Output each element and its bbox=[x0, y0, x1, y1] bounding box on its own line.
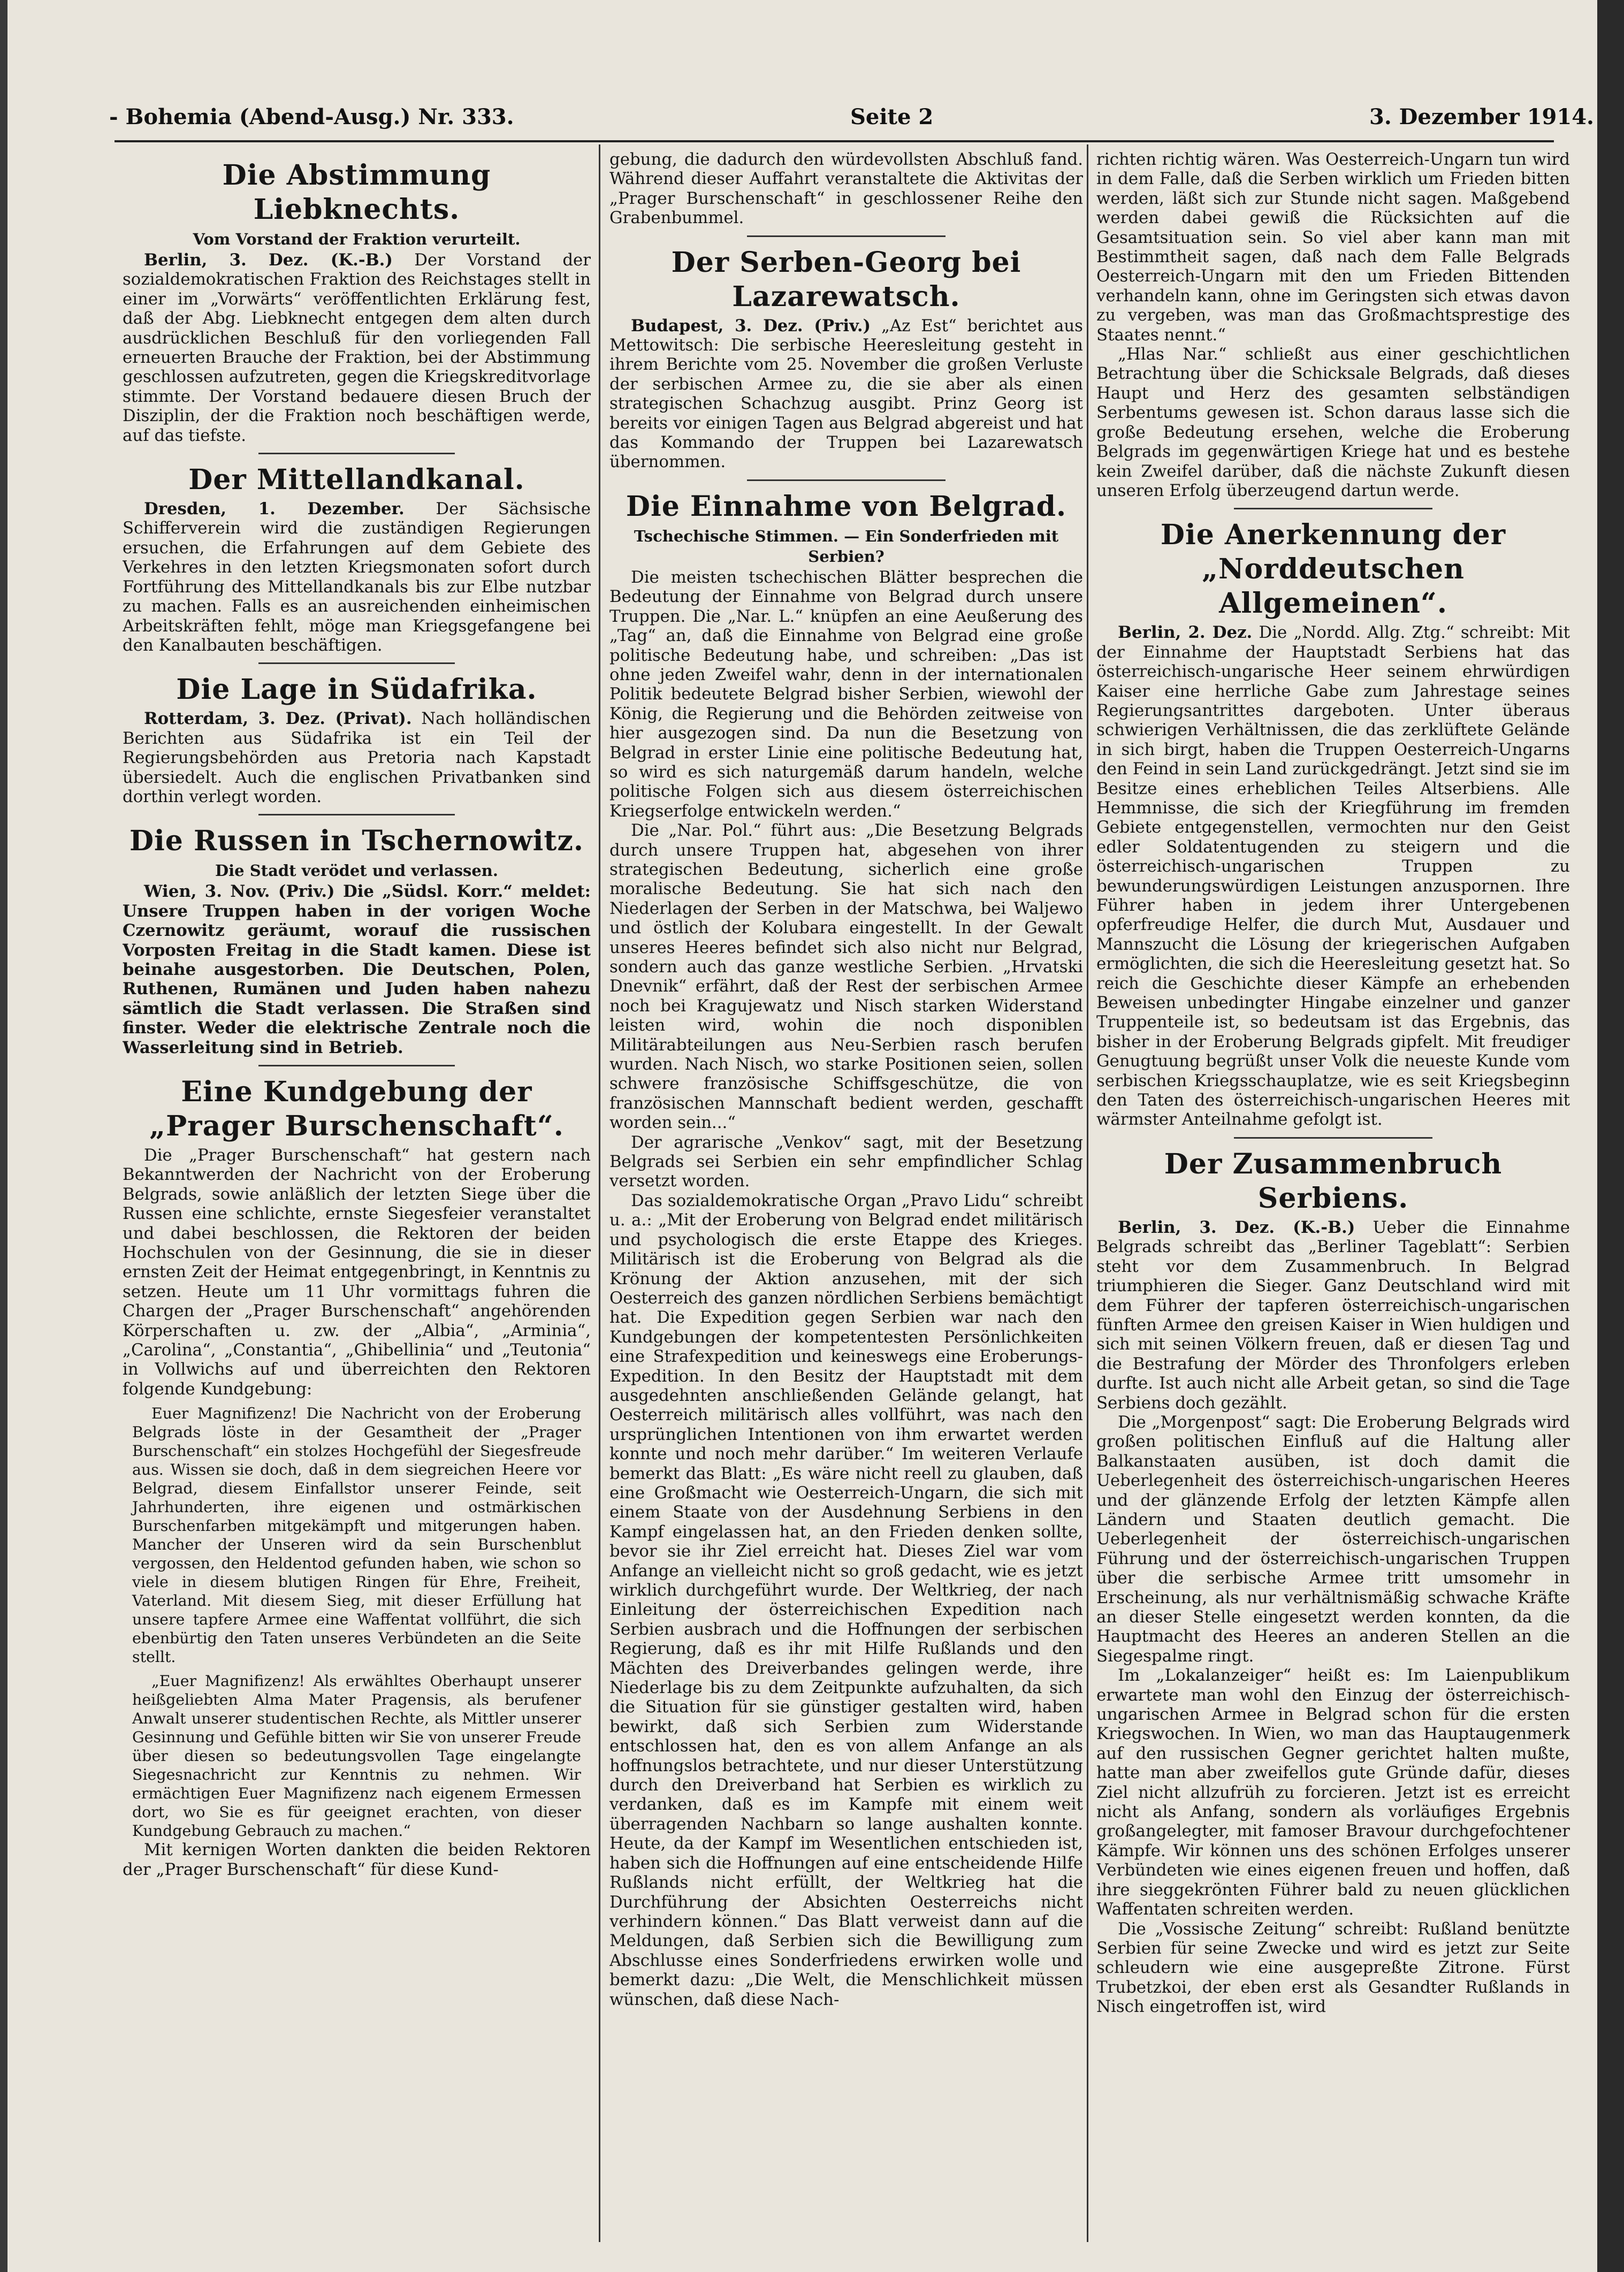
article-title: Die Einnahme von Belgrad. bbox=[626, 490, 1067, 523]
masthead-issue: - Bohemia (Abend-Ausg.) Nr. 333. bbox=[109, 104, 514, 129]
article-paragraph: Das sozialdemokratische Organ „Pravo Lidu“ schreibt u. a.: „Mit der Eroberung von Belgrad endet militärisch und psychologisch die erste Etappe des Krieges. Militärisch ist die Eroberung von Belgrad als die Krönung der Aktion anzusehen, mit der sich Oesterreich des ganzen nördlichen Serbiens bemächtigt hat. Die Expedition gegen Serbien war nach den Kundgebungen der kompetentesten Persönlichkeiten eine Strafexpedition und keineswegs eine Eroberungs-Expedition. In den Besitz der Hauptstadt mit dem ausgedehnten anschließenden Gelände gelangt, hat Oesterreich militärisch alles vollführt, was nach den ursprünglichen Intentionen von ihm erwartet werden konnte und noch mehr darüber.“ Im weiteren Verlaufe bemerkt das Blatt: „Es wäre nicht reell zu glauben, daß eine Großmacht wie Oesterreich-Ungarn, die sich mit einem Staate von der Ausdehnung Serbiens in den Kampf eingelassen hat, an den Frieden denken sollte, bevor sie ihr Ziel erreicht hat. Dieses Ziel war vom Anfange an vielleicht nicht so groß gedacht, wie es jetzt wirklich durchgeführt wurde. Der Weltkrieg, der nach Einleitung der österreichischen Expedition nach Serbien ausbrach und die Hoffnungen der serbischen Regierung, daß es ihr mit Hilfe Rußlands und den Mächten des Dreiverbandes gelingen werde, ihre Niederlage bis zu dem Zeitpunkte aufzuhalten, da sich die Situation für sie günstiger gestalten wird, haben bewirkt, daß sich Serbien zum Widerstande entschlossen hat, den es von allem Anfange an als hoffnungslos betrachtete, und nur dieser Unterstützung durch den Dreiverband hat Serbien es wirklich zu verdanken, daß es im Kampfe mit einem weit überragenden Nachbarn so lange aushalten konnte. Heute, da der Kampf im Wesentlichen entschieden ist, haben sich die Hoffnungen auf eine entscheidende Hilfe Rußlands nicht erfüllt, der Weltkrieg hat die Durchführung der Absichten Oesterreichs nicht verhindern können.“ Das Blatt verweist dann auf die Meldungen, daß Serbien sich die Bewilligung zum Abschlusse eines Sonderfriedens erwirken wolle und bemerkt dazu: „Die Welt, die Menschlichkeit müssen wünschen, daß diese Nach- bbox=[609, 1191, 1083, 2009]
article-paragraph: Die meisten tschechischen Blätter besprechen die Bedeutung der Einnahme von Belgrad durch unsere Truppen. Die „Nar. L.“ knüpfen an eine Aeußerung des „Tag“ an, daß die Einnahme von Belgrad eine große politische Bedeutung habe, und schreiben: „Das ist ohne jeden Zweifel wahr, denn in der internationalen Politik bedeutete Belgrad bisher Serbien, wiewohl der König, die Regierung und die Behörden zeitweise von hier ausgezogen sind. Da nun die Besetzung von Belgrad in erster Linie eine politische Bedeutung hat, so wird es sich naturgemäß darum handeln, welche politische Folgen sich aus diesem österreichischen Kriegserfolge entwickeln werden.“ bbox=[609, 567, 1083, 821]
article-text: Die „Südsl. Korr.“ meldet: Unsere Truppen haben in der vorigen Woche Czernowitz geräumt, worauf die russischen Vorposten Freitag in die Stadt kamen. Diese ist beinahe ausgestorben. Die Deutschen, Polen, Ruthenen, Rumänen und Juden haben nahezu sämtlich die Stadt verlassen. Die Straßen sind finster. Weder die elektrische Zentrale noch die Wasserleitung sind in Betrieb. bbox=[123, 882, 591, 1057]
article-separator bbox=[747, 479, 946, 481]
scan-edge bbox=[1597, 0, 1624, 2272]
continued-text: richten richtig wären. Was Oesterreich-Ungarn tun wird in dem Falle, daß die Serben wirklich um Frieden bitten werden, läßt sich zur Stunde nicht sagen. Maßgebend werden dabei gewiß die Rücksichten auf die Gesamtsituation sein. So viel aber kann man mit Bestimmtheit sagen, daß nach dem Falle Belgrads Oesterreich-Ungarn mit den um Frieden Bittenden verhandeln kann, ohne im Geringsten sich etwas davon zu vergeben, was man das Großmachtsprestige des Staates nennt.“ bbox=[1096, 150, 1570, 345]
article-paragraph: Im „Lokalanzeiger“ heißt es: Im Laienpublikum erwartete man wohl den Einzug der österreichisch-ungarischen Armee in Belgrad schon für die ersten Kriegswochen. In Wien, wo man das Hauptaugenmerk auf den russischen Gegner gerichtet halten mußte, hatte man aber zweifellos gute Gründe dafür, dieses Ziel nicht allzufrüh zu forcieren. Jetzt ist es erreicht nicht als Anfang, sondern als vorläufiges Ergebnis großangelegter, mit famoser Bravour durchgefochtener Kämpfe. Wir können uns des schönen Erfolges unserer Verbündeten wie eines eigenen freuen und hoffen, daß ihre sieggekrönten Führer bald zu neuen glücklichen Waffentaten schreiten werden. bbox=[1096, 1666, 1570, 1919]
article-burschenschaft bbox=[123, 1075, 591, 1879]
continued-text: gebung, die dadurch den würdevollsten Abschluß fand. Während dieser Auffahrt veranstaltete die Aktivitas der „Prager Burschenschaft“ in geschlossener Reihe den Grabenbummel. bbox=[609, 150, 1083, 228]
article-czernowitz bbox=[123, 824, 591, 1057]
article-text: Nach holländischen Berichten aus Südafrika ist ein Teil der Regierungsbehörden aus Pretoria nach Kapstadt übersiedelt. Auch die englischen Privatbanken sind dorthin verlegt worden. bbox=[123, 709, 591, 806]
article-title: Der Zusammenbruch Serbiens. bbox=[1164, 1147, 1503, 1215]
article-anerkennung bbox=[1096, 518, 1570, 1130]
newspaper-page bbox=[7, 0, 1607, 2272]
dateline: Rotterdam, 3. Dez. (Privat). bbox=[144, 709, 412, 729]
article-separator bbox=[258, 1065, 455, 1066]
article-title: Eine Kundgebung der „Prager Burschenschaft“. bbox=[149, 1076, 564, 1142]
article-einnahme-belgrad bbox=[609, 490, 1083, 2009]
dateline: Budapest, 3. Dez. (Priv.) bbox=[631, 316, 871, 336]
column-1 bbox=[123, 150, 591, 2237]
issue-date: 3. Dezember 1914. bbox=[1369, 104, 1594, 129]
column-2 bbox=[609, 150, 1083, 2237]
page-number: Seite 2 bbox=[850, 104, 934, 129]
article-suedafrika bbox=[123, 673, 591, 806]
article-separator bbox=[1234, 508, 1433, 509]
dateline: Berlin, 3. Dez. (K.-B.) bbox=[144, 250, 393, 270]
column-3 bbox=[1096, 150, 1570, 2237]
article-title: Die Russen in Tschernowitz. bbox=[129, 825, 584, 858]
article-title: Die Anerkennung der „Norddeutschen Allgemeinen“. bbox=[1160, 519, 1506, 620]
article-separator bbox=[258, 453, 455, 454]
article-mittellandkanal bbox=[123, 463, 591, 655]
dateline: Wien, 3. Nov. (Priv.) bbox=[144, 882, 335, 902]
column-divider bbox=[599, 144, 600, 2242]
column-divider bbox=[1087, 144, 1088, 2242]
article-subtitle: Vom Vorstand der Fraktion verurteilt. bbox=[193, 230, 521, 248]
article-paragraph: Der agrarische „Venkov“ sagt, mit der Besetzung Belgrads sei Serbien ein sehr empfindlicher Schlag versetzt worden. bbox=[609, 1132, 1083, 1191]
article-text: Der Sächsische Schifferverein wird die zuständigen Regierungen ersuchen, die Erfahrungen auf dem Gebiete des Verkehres in den letzten Kriegsmonaten sofort durch Fortführung des Mittellandkanals bis zur Elbe nutzbar zu machen. Falls es an ausreichenden einheimischen Arbeitskräften fehlt, möge man Kriegsgefangene bei den Kanalbauten beschäftigen. bbox=[123, 499, 591, 655]
article-subtitle: Tschechische Stimmen. — Ein Sonderfrieden mit Serbien? bbox=[634, 527, 1059, 566]
quoted-proclamation: „Euer Magnifizenz! Als erwähltes Oberhaupt unserer heißgeliebten Alma Mater Pragensis, als berufener Anwalt unserer studentischen Rechte, als Mittler unserer Gesinnung und Gefühle bitten wir Sie von unserer Freude über diesen so bedeutungsvollen Tage eingelangte Siegesnachricht zur Kenntnis zu nehmen. Wir ermächtigen Euer Magnifizenz nach eigenem Ermessen dort, wo Sie es für geeignet erachten, von dieser Kundgebung Gebrauch zu machen.“ bbox=[132, 1672, 581, 1840]
article-body bbox=[609, 316, 1083, 472]
article-zusammenbruch bbox=[1096, 1147, 1570, 2017]
article-subtitle: Die Stadt verödet und verlassen. bbox=[215, 861, 498, 880]
article-separator bbox=[1234, 1137, 1433, 1139]
article-text: Die „Nordd. Allg. Ztg.“ schreibt: Mit der Einnahme der Hauptstadt Serbiens hat das österreichisch-ungarische Heer seinem ehrwürdigen Kaiser eine herrliche Gabe zum Jahrestage seines Regierungsantrittes dargeboten. Unter überaus schwierigen Verhältnissen, die das zerklüftete Gelände in sich birgt, haben die Truppen Oesterreich-Ungarns den Feind in sein Land zurückgedrängt. Jetzt sind sie im Besitze eines erheblichen Teiles Altserbiens. Alle Hemmnisse, die sich der Kriegführung im fremden Gebiete entgegenstellen, vermochten nur den Geist edler Soldatentugenden zu steigern und die österreichisch-ungarischen Truppen zu bewunderungswürdigen Leistungen anzuspornen. Ihre Führer haben in jedem ihrer Untergebenen opferfreudige Helfer, die durch Mut, Ausdauer und Mannszucht die Lösung der kriegerischen Aufgaben ermöglichten, die sich die Heeresleitung gesetzt hat. So reich die Geschichte dieser Kämpfe an erhebenden Beweisen unbedingter Hingabe einzelner und ganzer Truppenteile ist, so bedeutsam ist das Ergebnis, das bisher in der Eroberung Belgrads gipfelt. Mit freudiger Genugtuung begrüßt unser Volk die neueste Kunde vom serbischen Kriegsschauplatze, wie es seit Kriegsbeginn den Taten des österreichisch-ungarischen Heeres mit wärmster Anteilnahme gefolgt ist. bbox=[1096, 623, 1570, 1130]
article-body bbox=[123, 499, 591, 655]
article-body bbox=[1096, 623, 1570, 1130]
header-rule bbox=[115, 140, 1554, 142]
article-title: Die Abstimmung Liebknechts. bbox=[222, 159, 491, 226]
article-body bbox=[123, 882, 591, 1057]
article-separator bbox=[258, 662, 455, 664]
article-paragraph: Die „Vossische Zeitung“ schreibt: Rußland benützte Serbien für seine Zwecke und wird es jetzt zur Seite schleudern wie eine ausgepreßte Zitrone. Fürst Trubetzkoi, der eben erst als Gesandter Rußlands in Nisch eingetroffen ist, wird bbox=[1096, 1919, 1570, 2017]
article-text: Ueber die Einnahme Belgrads schreibt das „Berliner Tageblatt“: Serbien steht vor dem Zusammenbruch. In Belgrad triumphieren die Sieger. Ganz Deutschland wird mit dem Führer der tapferen österreichisch-ungarischen fünften Armee den greisen Kaiser in Wien huldigen und sich mit seinen Völkern freuen, daß er diesen Tag und die Bestrafung der Mörder des Thronfolgers erleben durfte. Ist auch nicht alle Arbeit getan, so sind die Tage Serbiens doch gezählt. bbox=[1096, 1217, 1570, 1413]
article-paragraph: „Hlas Nar.“ schließt aus einer geschichtlichen Betrachtung über die Schicksale Belgrads, daß dieses Haupt und Herz des gesamten selbständigen Serbentums gewesen ist. Schon daraus lasse sich die große Bedeutung ersehen, welche die Eroberung Belgrads im gegenwärtigen Kriege hat und es bestehe kein Zweifel darüber, daß die nächste Zukunft diesen unseren Erfolg überzeugend dartun werde. bbox=[1096, 345, 1570, 500]
article-paragraph: Mit kernigen Worten dankten die beiden Rektoren der „Prager Burschenschaft“ für diese Kund- bbox=[123, 1840, 591, 1879]
dateline: Dresden, 1. Dezember. bbox=[144, 499, 405, 519]
article-body bbox=[123, 250, 591, 445]
dateline: Berlin, 2. Dez. bbox=[1118, 623, 1253, 643]
article-separator bbox=[747, 235, 946, 237]
article-body bbox=[123, 709, 591, 806]
article-body bbox=[1096, 1218, 1570, 1413]
article-serben-georg bbox=[609, 246, 1083, 472]
article-paragraph: Die „Nar. Pol.“ führt aus: „Die Besetzung Belgrads durch unsere Truppen hat, abgesehen von ihrer strategischen Bedeutung, sicherlich eine große moralische Bedeutung. Sie hat sich nach den Niederlagen der Serben in der Matschwa, bei Waljewo und östlich der Kolubara eingestellt. In der Gewalt unseres Heeres befindet sich also nicht nur Belgrad, sondern auch das ganze westliche Serbien. „Hrvatski Dnevnik“ erfährt, daß der Rest der serbischen Armee noch bei Kragujewatz und Nisch starken Widerstand leisten wird, wohin die noch disponiblen Militärabteilungen aus Neu-Serbien rasch berufen wurden. Nach Nisch, wo starke Positionen seien, sollen schwere französische Schiffsgeschütze, die von französischen Mannschaft bedient werden, geschafft worden sein...“ bbox=[609, 821, 1083, 1133]
dateline: Berlin, 3. Dez. (K.-B.) bbox=[1118, 1217, 1355, 1237]
article-text: Der Vorstand der sozialdemokratischen Fraktion des Reichstages stellt in einer im „Vorwärts“ veröffentlichten Erklärung fest, daß der Abg. Liebknecht entgegen dem alten durch ausdrücklichen Beschluß für den vorliegenden Fall erneuerten Brauche der Fraktion, bei der Abstimmung geschlossen aufzutreten, gegen die Kriegskreditvorlage stimmte. Der Vorstand bedauere diesen Bruch der Disziplin, der die Fraktion noch beschäftigen werde, auf das tiefste. bbox=[123, 250, 591, 445]
article-separator bbox=[258, 814, 455, 815]
article-paragraph: Die „Morgenpost“ sagt: Die Eroberung Belgrads wird großen politischen Einfluß auf die Haltung aller Balkanstaaten ausüben, ist doch damit die Ueberlegenheit des österreichisch-ungarischen Heeres und der glänzende Erfolg der letzten Kämpfe allen Ländern und Staaten deutlich gemacht. Die Ueberlegenheit der österreichisch-ungarischen Führung und der österreichisch-ungarischen Truppen über die serbische Armee tritt umsomehr in Erscheinung, als nur verhältnismäßig schwache Kräfte an dieser Stelle eingesetzt werden konnten, da die Hauptmacht des Heeres an anderen Stellen an die Siegespalme ringt. bbox=[1096, 1412, 1570, 1666]
article-title: Die Lage in Südafrika. bbox=[176, 673, 537, 706]
article-paragraph: Die „Prager Burschenschaft“ hat gestern nach Bekanntwerden der Nachricht von der Eroberung Belgrads, sowie anläßlich der letzten Siege über die Russen eine schlichte, ernste Siegesfeier veranstaltet und dabei beschlossen, die Rektoren der beiden Hochschulen von der Gesinnung, die sie in dieser ernsten Zeit der Heimat entgegenbringt, in Kenntnis zu setzen. Heute um 11 Uhr vormittags fuhren die Chargen der „Prager Burschenschaft“ angehörenden Körperschaften u. zw. der „Albia“, „Arminia“, „Carolina“, „Constantia“, „Ghibellinia“ und „Teutonia“ in Vollwichs auf und überreichten den Rektoren folgende Kundgebung: bbox=[123, 1146, 591, 1399]
article-liebknecht bbox=[123, 158, 591, 445]
article-text: „Az Est“ berichtet aus Mettowitsch: Die serbische Heeresleitung gesteht in ihrem Berichte vom 25. November die großen Verluste der serbischen Armee zu, die sie aber als einen strategischen Schachzug ausgibt. Prinz Georg ist bereits vor einigen Tagen aus Belgrad abgereist und hat das Kommando der Truppen bei Lazarewatsch übernommen. bbox=[609, 316, 1083, 472]
article-title: Der Mittellandkanal. bbox=[188, 463, 525, 497]
quoted-proclamation: Euer Magnifizenz! Die Nachricht von der Eroberung Belgrads löste in der Gesamtheit der „Prager Burschenschaft“ ein stolzes Hochgefühl der Siegesfreude aus. Wissen sie doch, daß in dem siegreichen Heere vor Belgrad, diesem Einfallstor unserer Feinde, seit Jahrhunderten, ihre eigenen und ostmärkischen Burschenfarben mitgekämpft und mitgerungen haben. Mancher der Unseren wird da sein Burschenblut vergossen, den Heldentod gefunden haben, wie schon so viele in diesem blutigen Ringen für Ehre, Freiheit, Vaterland. Mit diesem Sieg, mit dieser Erfüllung hat unsere tapfere Armee eine Waffentat vollführt, die sich ebenbürtig den Taten unseres Verbündeten an die Seite stellt. bbox=[132, 1405, 581, 1666]
article-title: Der Serben-Georg bei Lazarewatsch. bbox=[671, 246, 1021, 313]
